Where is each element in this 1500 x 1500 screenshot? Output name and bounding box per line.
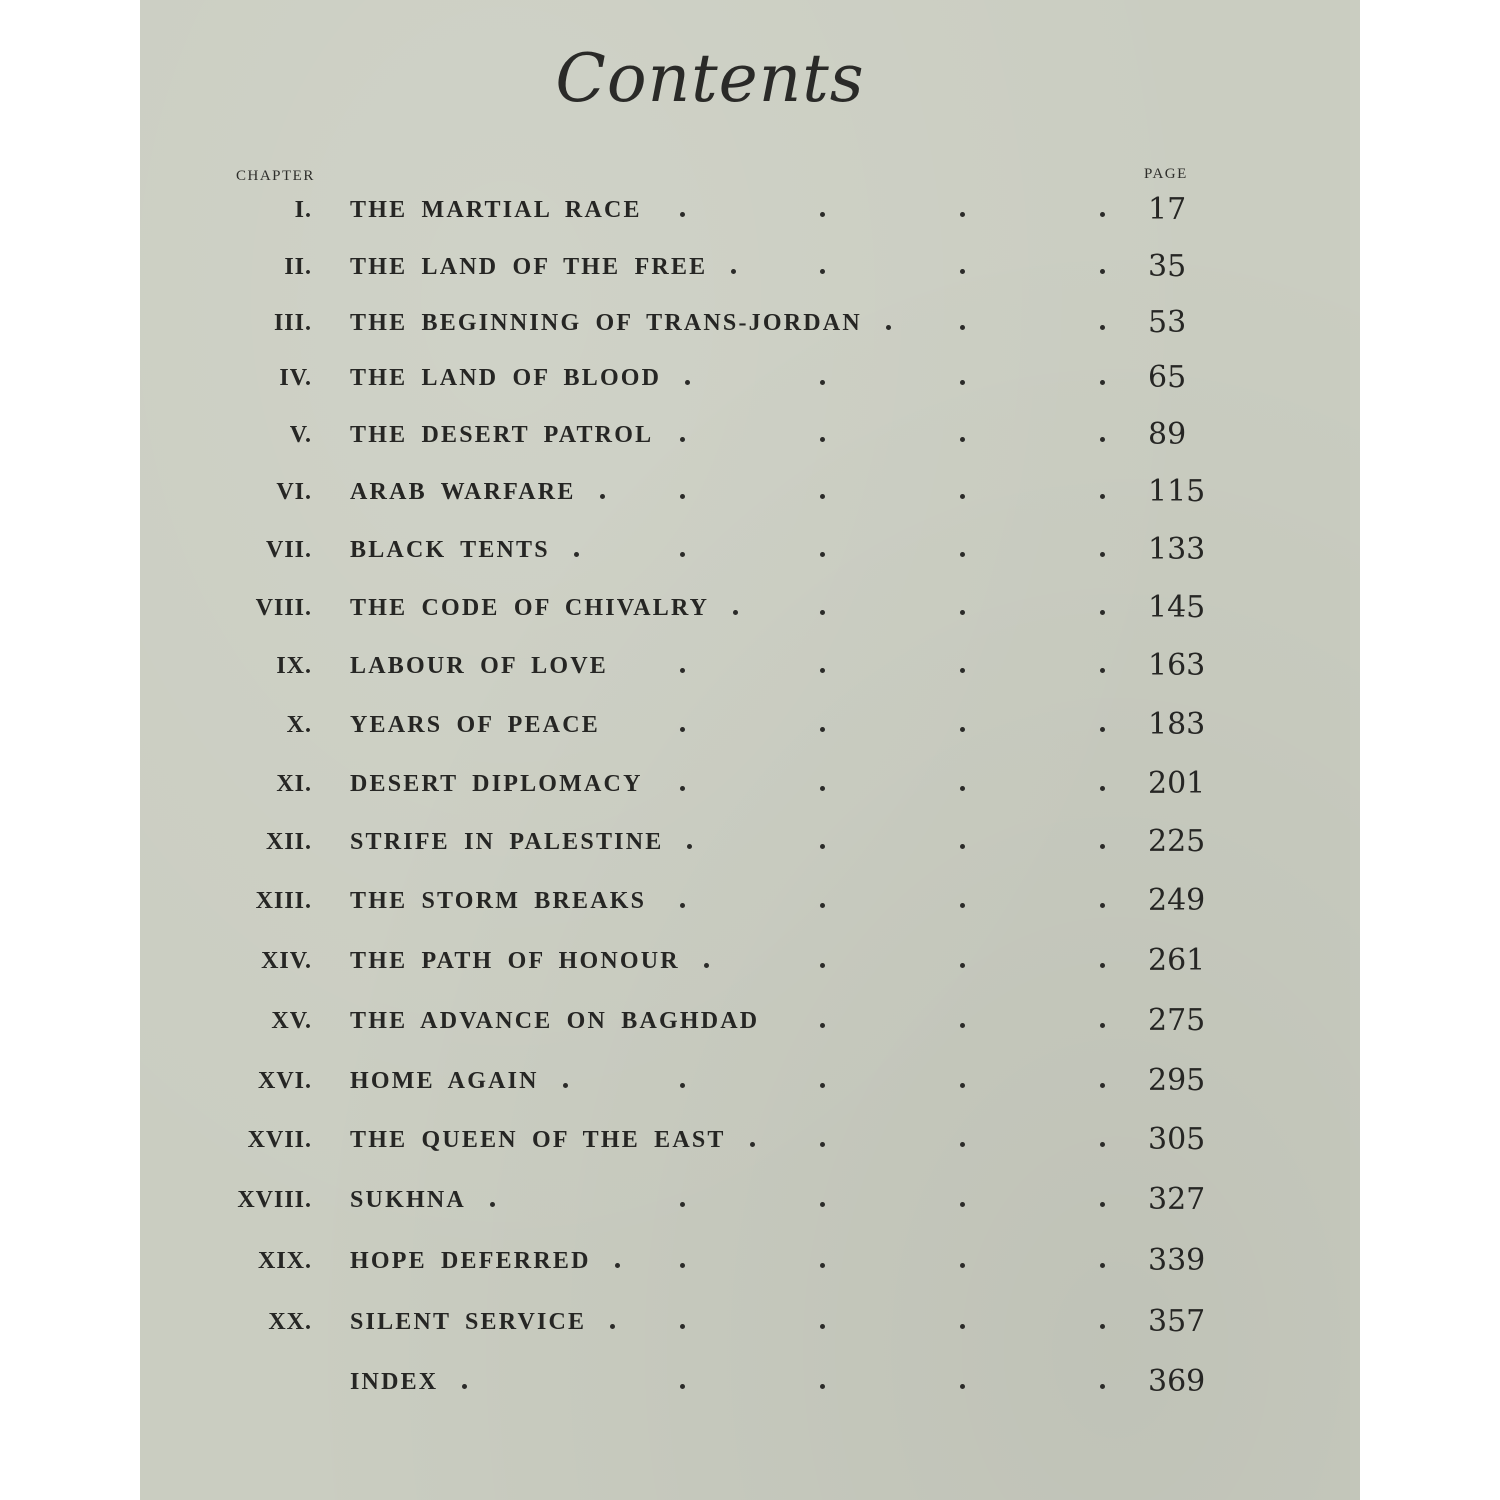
leader-dot <box>960 1202 965 1207</box>
chapter-title: THE MARTIAL RACE <box>350 197 642 223</box>
leader-dot <box>820 1384 825 1389</box>
chapter-number: XIX. <box>257 1248 312 1274</box>
chapter-title: THE BEGINNING OF TRANS-JORDAN <box>350 310 862 336</box>
leader-dot <box>680 668 685 673</box>
leader-dot <box>680 1202 685 1207</box>
leader-dot <box>960 1023 965 1028</box>
leader-dot <box>1100 494 1105 499</box>
contents-list <box>140 0 1360 1500</box>
leader-dot <box>820 610 825 615</box>
toc-entry <box>140 358 1360 398</box>
leader-dot <box>1100 1202 1105 1207</box>
toc-entry <box>140 1120 1360 1160</box>
leader-dot <box>1100 610 1105 615</box>
leader-dot <box>680 727 685 732</box>
page-number: 305 <box>1148 1122 1206 1157</box>
leader-dot <box>1100 668 1105 673</box>
leader-dot <box>680 494 685 499</box>
page-column-header: PAGE <box>1144 166 1188 182</box>
chapter-number: XII. <box>265 829 312 855</box>
leader-dot <box>820 437 825 442</box>
chapter-title: THE DESERT PATROL <box>350 422 654 448</box>
page-title: Contents <box>555 40 865 117</box>
leader-dot <box>820 786 825 791</box>
leader-dot <box>1100 844 1105 849</box>
toc-entry <box>140 1180 1360 1220</box>
toc-entry <box>140 588 1360 628</box>
leader-dot <box>820 1263 825 1268</box>
leader-dot <box>820 494 825 499</box>
leader-dot <box>820 668 825 673</box>
toc-entry <box>140 941 1360 981</box>
leader-dot <box>820 963 825 968</box>
page-number: 275 <box>1148 1003 1206 1038</box>
toc-entry <box>140 247 1360 287</box>
leader-dot <box>563 1083 568 1088</box>
leader-dot <box>820 1142 825 1147</box>
toc-entry <box>140 822 1360 862</box>
chapter-number: XIII. <box>255 888 312 914</box>
leader-dot <box>960 1263 965 1268</box>
leader-dot <box>820 380 825 385</box>
page-number: 295 <box>1148 1063 1206 1098</box>
leader-dot <box>820 727 825 732</box>
page-number: 115 <box>1148 474 1206 509</box>
page-number: 201 <box>1148 766 1206 801</box>
page-number: 65 <box>1148 360 1187 395</box>
leader-dot <box>1100 1263 1105 1268</box>
leader-dot <box>960 1142 965 1147</box>
leader-dot <box>960 727 965 732</box>
chapter-number: VI. <box>276 479 312 505</box>
toc-entry <box>140 646 1360 686</box>
chapter-title: THE PATH OF HONOUR <box>350 948 680 974</box>
chapter-title: INDEX <box>350 1369 439 1395</box>
leader-dot <box>574 552 579 557</box>
page-number: 225 <box>1148 824 1206 859</box>
leader-dot <box>960 668 965 673</box>
leader-dot <box>960 494 965 499</box>
chapter-number: XV. <box>271 1008 312 1034</box>
page-number: 327 <box>1148 1182 1206 1217</box>
leader-dot <box>1100 437 1105 442</box>
leader-dot <box>1100 963 1105 968</box>
page-number: 183 <box>1148 707 1206 742</box>
leader-dot <box>960 1384 965 1389</box>
chapter-title: STRIFE IN PALESTINE <box>350 829 664 855</box>
chapter-title: HOME AGAIN <box>350 1068 539 1094</box>
page-number: 53 <box>1148 305 1187 340</box>
book-page <box>140 0 1360 1500</box>
chapter-number: I. <box>294 197 312 223</box>
toc-entry <box>140 1302 1360 1342</box>
toc-entry <box>140 303 1360 343</box>
page-number: 163 <box>1148 648 1206 683</box>
chapter-number: XX. <box>268 1309 312 1335</box>
chapter-number: V. <box>289 422 312 448</box>
leader-dot <box>1100 552 1105 557</box>
leader-dot <box>680 1083 685 1088</box>
chapter-number: XI. <box>276 771 312 797</box>
leader-dot <box>680 212 685 217</box>
leader-dot <box>960 903 965 908</box>
chapter-title: BLACK TENTS <box>350 537 550 563</box>
chapter-title: ARAB WARFARE <box>350 479 576 505</box>
leader-dot <box>1100 1023 1105 1028</box>
page-number: 89 <box>1148 417 1187 452</box>
page-number: 35 <box>1148 249 1187 284</box>
leader-dot <box>820 903 825 908</box>
leader-dot <box>960 269 965 274</box>
leader-dot <box>731 269 736 274</box>
leader-dot <box>680 1324 685 1329</box>
leader-dot <box>1100 786 1105 791</box>
leader-dot <box>820 1023 825 1028</box>
chapter-title: THE QUEEN OF THE EAST <box>350 1127 726 1153</box>
chapter-number: IV. <box>279 365 312 391</box>
toc-entry <box>140 415 1360 455</box>
leader-dot <box>1100 1083 1105 1088</box>
leader-dot <box>680 786 685 791</box>
leader-dot <box>1100 325 1105 330</box>
leader-dot <box>600 494 605 499</box>
leader-dot <box>960 325 965 330</box>
chapter-title: THE LAND OF THE FREE <box>350 254 708 280</box>
leader-dot <box>820 552 825 557</box>
toc-entry <box>140 1362 1360 1402</box>
chapter-column-header: CHAPTER <box>236 168 315 184</box>
leader-dot <box>680 1263 685 1268</box>
leader-dot <box>680 1384 685 1389</box>
chapter-number: VII. <box>265 537 312 563</box>
leader-dot <box>615 1263 620 1268</box>
leader-dot <box>820 212 825 217</box>
chapter-title: THE CODE OF CHIVALRY <box>350 595 710 621</box>
chapter-title: DESERT DIPLOMACY <box>350 771 643 797</box>
chapter-number: XIV. <box>261 948 312 974</box>
chapter-title: LABOUR OF LOVE <box>350 653 608 679</box>
leader-dot <box>960 552 965 557</box>
page-number: 249 <box>1148 883 1206 918</box>
page-number: 369 <box>1148 1364 1206 1399</box>
leader-dot <box>960 786 965 791</box>
chapter-number: XVII. <box>247 1127 312 1153</box>
leader-dot <box>820 1202 825 1207</box>
toc-entry <box>140 530 1360 570</box>
leader-dot <box>820 844 825 849</box>
chapter-number: X. <box>286 712 312 738</box>
chapter-title: HOPE DEFERRED <box>350 1248 591 1274</box>
chapter-number: III. <box>273 310 312 336</box>
toc-entry <box>140 1001 1360 1041</box>
leader-dot <box>960 963 965 968</box>
leader-dot <box>687 844 692 849</box>
chapter-title: THE ADVANCE ON BAGHDAD <box>350 1008 760 1034</box>
leader-dot <box>704 963 709 968</box>
toc-entry <box>140 705 1360 745</box>
toc-entry <box>140 190 1360 230</box>
leader-dot <box>820 1083 825 1088</box>
leader-dot <box>960 1324 965 1329</box>
leader-dot <box>960 844 965 849</box>
page-number: 339 <box>1148 1243 1206 1278</box>
leader-dot <box>1100 1142 1105 1147</box>
leader-dot <box>680 552 685 557</box>
toc-entry <box>140 1241 1360 1281</box>
leader-dot <box>960 437 965 442</box>
leader-dot <box>960 610 965 615</box>
leader-dot <box>610 1324 615 1329</box>
leader-dot <box>820 269 825 274</box>
leader-dot <box>960 1083 965 1088</box>
leader-dot <box>490 1202 495 1207</box>
toc-entry <box>140 764 1360 804</box>
toc-entry <box>140 881 1360 921</box>
chapter-number: VIII. <box>255 595 312 621</box>
leader-dot <box>750 1142 755 1147</box>
chapter-title: SUKHNA <box>350 1187 466 1213</box>
leader-dot <box>685 380 690 385</box>
leader-dot <box>960 380 965 385</box>
leader-dot <box>1100 269 1105 274</box>
leader-dot <box>886 325 891 330</box>
leader-dot <box>960 212 965 217</box>
leader-dot <box>1100 1384 1105 1389</box>
leader-dot <box>1100 380 1105 385</box>
leader-dot <box>1100 212 1105 217</box>
chapter-number: II. <box>284 254 312 280</box>
leader-dot <box>680 437 685 442</box>
leader-dot <box>1100 1324 1105 1329</box>
toc-entry <box>140 472 1360 512</box>
leader-dot <box>1100 903 1105 908</box>
chapter-title: THE STORM BREAKS <box>350 888 647 914</box>
chapter-number: XVI. <box>257 1068 312 1094</box>
page-number: 133 <box>1148 532 1206 567</box>
leader-dot <box>820 1324 825 1329</box>
page-number: 261 <box>1148 943 1206 978</box>
leader-dot <box>462 1384 467 1389</box>
chapter-number: XVIII. <box>237 1187 312 1213</box>
leader-dot <box>1100 727 1105 732</box>
page-number: 17 <box>1148 192 1187 227</box>
page-number: 357 <box>1148 1304 1206 1339</box>
chapter-number: IX. <box>276 653 312 679</box>
toc-entry <box>140 1061 1360 1101</box>
page-number: 145 <box>1148 590 1206 625</box>
chapter-title: YEARS OF PEACE <box>350 712 600 738</box>
leader-dot <box>733 610 738 615</box>
chapter-title: THE LAND OF BLOOD <box>350 365 662 391</box>
chapter-title: SILENT SERVICE <box>350 1309 587 1335</box>
leader-dot <box>680 903 685 908</box>
